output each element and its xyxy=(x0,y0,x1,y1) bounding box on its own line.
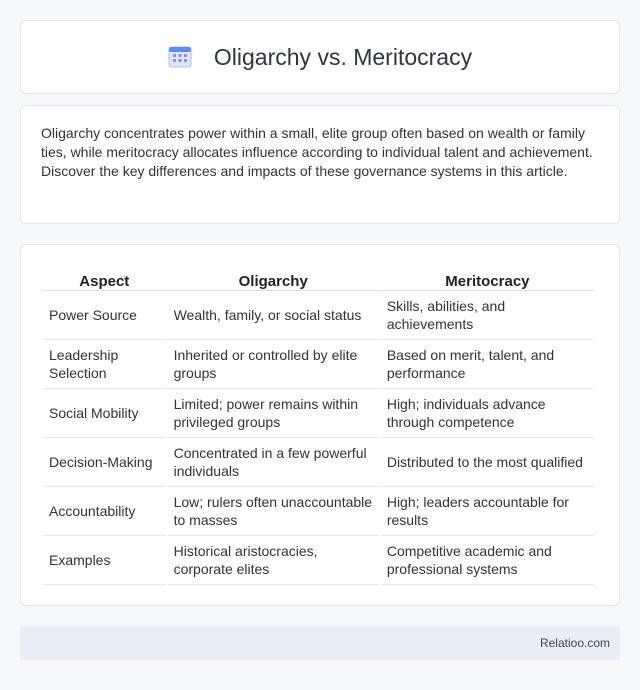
footer xyxy=(20,626,620,660)
table-row xyxy=(43,291,594,340)
meritocracy-cell: Skills, abilities, and achievements xyxy=(381,291,594,340)
oligarchy-cell: Concentrated in a few powerful individuals xyxy=(168,438,379,487)
comparison-card xyxy=(20,244,620,606)
oligarchy-cell: Historical aristocracies, corporate elites xyxy=(168,536,379,585)
table-row xyxy=(43,389,594,438)
aspect-cell: Decision-Making xyxy=(43,438,166,487)
aspect-cell: Examples xyxy=(43,536,166,585)
table-header-row xyxy=(43,267,594,291)
table-row xyxy=(43,487,594,536)
meritocracy-cell: Distributed to the most qualified xyxy=(381,438,594,487)
aspect-cell: Power Source xyxy=(43,291,166,340)
header-meritocracy: Meritocracy xyxy=(381,267,594,291)
footer-site-link[interactable]: Relatioo.com xyxy=(539,636,610,650)
intro-card xyxy=(20,105,620,224)
table-row xyxy=(43,536,594,585)
title-card xyxy=(20,20,620,94)
intro-text: Oligarchy concentrates power within a small, elite group often based on wealth or family ties, while meritocracy allocates influence according to individual talent and achievement. Discover the key differences and impacts of these governance systems in this article. xyxy=(41,125,593,180)
header-aspect: Aspect xyxy=(43,267,166,291)
aspect-cell: Social Mobility xyxy=(43,389,166,438)
calendar-icon xyxy=(168,44,192,68)
header-oligarchy: Oligarchy xyxy=(168,267,379,291)
table-row xyxy=(43,438,594,487)
oligarchy-cell: Wealth, family, or social status xyxy=(168,291,379,340)
aspect-cell: Accountability xyxy=(43,487,166,536)
meritocracy-cell: Competitive academic and professional systems xyxy=(381,536,594,585)
aspect-cell: Leadership Selection xyxy=(43,340,166,389)
meritocracy-cell: High; leaders accountable for results xyxy=(381,487,594,536)
meritocracy-cell: Based on merit, talent, and performance xyxy=(381,340,594,389)
page-title: Oligarchy vs. Meritocracy xyxy=(213,43,473,70)
meritocracy-cell: High; individuals advance through competence xyxy=(381,389,594,438)
oligarchy-cell: Inherited or controlled by elite groups xyxy=(168,340,379,389)
table-row xyxy=(43,340,594,389)
comparison-table xyxy=(41,267,596,585)
oligarchy-cell: Limited; power remains within privileged groups xyxy=(168,389,379,438)
oligarchy-cell: Low; rulers often unaccountable to masses xyxy=(168,487,379,536)
